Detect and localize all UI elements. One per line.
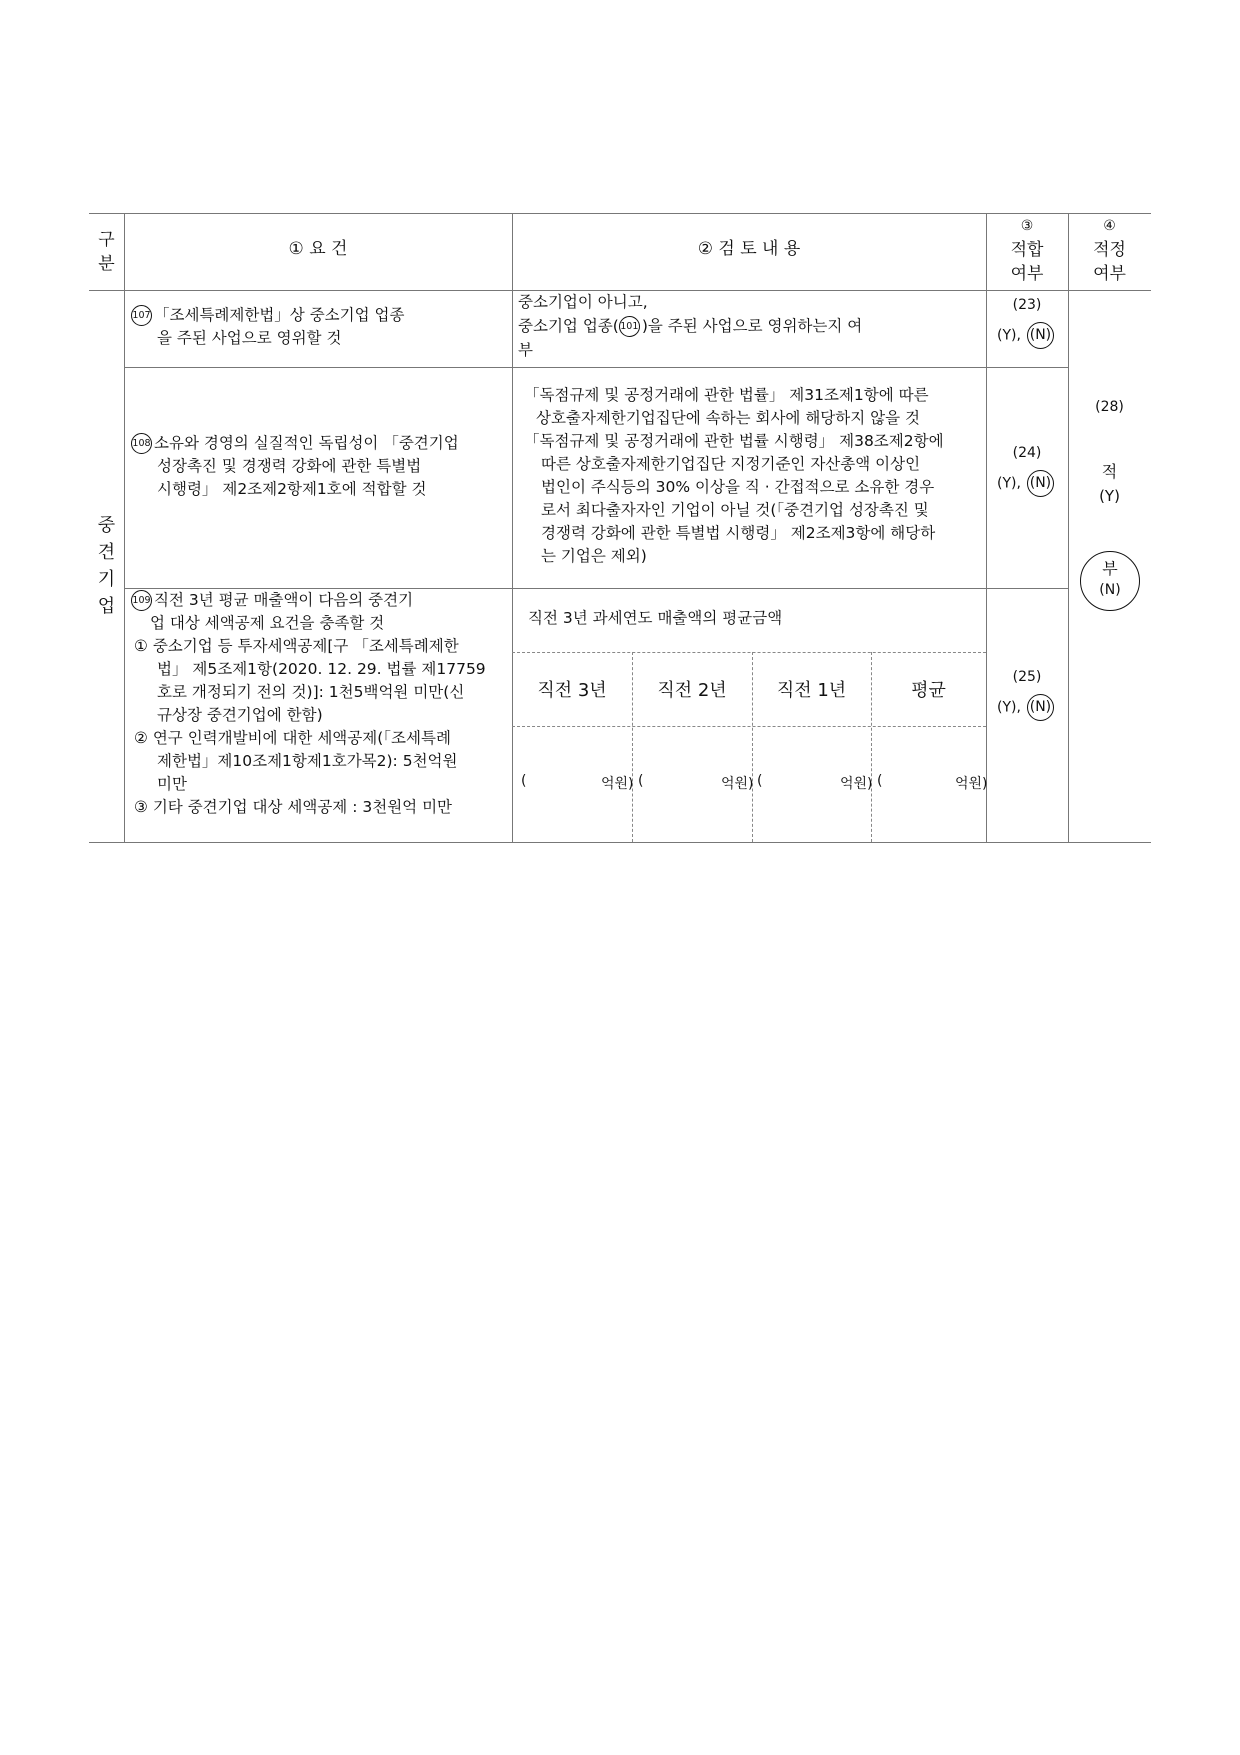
row-108-requirement — [131, 432, 459, 455]
appropriateness-no-code: (N) — [1099, 582, 1121, 598]
row-109-requirement — [131, 589, 413, 612]
row-108-fit-code: (24) — [1012, 445, 1042, 461]
col-divider-1 — [124, 213, 125, 842]
revenue-col-header-3y: 직전 3년 — [537, 680, 607, 701]
row-108-review-line-5: 법인이 주식등의 30% 이상을 직 · 간접적으로 소유한 경우 — [541, 478, 935, 496]
row-108-req-line-3: 시행령」 제2조제2항제1호에 적합할 것 — [157, 480, 427, 498]
revenue-1y-value-unit: 억원) — [840, 776, 873, 792]
header-review: ② 검 토 내 용 — [697, 239, 801, 259]
row-107-bottom-border — [124, 367, 1068, 368]
row-109-sub-2-line-2: 제한법」제10조제1항제1호가목2): 5천억원 — [157, 752, 458, 770]
row-108-review-line-2: 상호출자제한기업집단에 속하는 회사에 해당하지 않을 것 — [536, 409, 920, 427]
row-107-review-line-3: 부 — [518, 341, 533, 359]
revenue-1y-value-open: ( — [757, 773, 763, 789]
row-109-fit-no-selected: (N) — [1027, 694, 1054, 721]
row-109-req-line-2: 업 대상 세액공제 요건을 충족할 것 — [150, 614, 385, 632]
row-107-review-line-1: 중소기업이 아니고, — [518, 293, 648, 311]
revenue-3y-value-unit: 억원) — [601, 776, 634, 792]
row-109-sub-1-line-4: 규상장 중견기업에 한함) — [157, 706, 323, 724]
appropriateness-yes-label: 적 — [1101, 462, 1118, 481]
revenue-avg-value-unit: 억원) — [955, 776, 988, 792]
row-108-req-line-1: 소유와 경영의 실질적인 독립성이 「중견기업 — [154, 434, 459, 452]
row-108-review-line-7: 경쟁력 강화에 관한 특별법 시행령」 제2조제3항에 해당하 — [541, 524, 936, 542]
item-number-109: 109 — [131, 590, 152, 611]
header-appropriate-label: 적정 여부 — [1093, 240, 1126, 284]
row-109-sub-1-line-3: 호로 개정되기 전의 것)]: 1천5백억원 미만(신 — [157, 683, 465, 701]
row-109-sub-2-line-3: 미만 — [157, 775, 187, 793]
row-108-review-line-3: 「독점규제 및 공정거래에 관한 법률 시행령」 제38조제2항에 — [524, 432, 944, 450]
row-107-fit-code: (23) — [1012, 297, 1042, 313]
row-109-fit-options — [997, 694, 1054, 721]
revenue-table-title: 직전 3년 과세연도 매출액의 평균금액 — [528, 609, 783, 627]
revenue-col-header-1y: 직전 1년 — [776, 680, 847, 701]
appropriateness-no-label: 부 — [1102, 559, 1118, 578]
row-107-req-line-1: 「조세특례제한법」상 중소기업 업종 — [154, 306, 405, 324]
header-fit-number: ③ — [1020, 218, 1034, 234]
table-top-border — [89, 213, 1151, 214]
row-108-req-line-2: 성장촉진 및 경쟁력 강화에 관한 특별법 — [157, 457, 422, 475]
row-108-review-line-8: 는 기업은 제외) — [541, 547, 647, 565]
appropriateness-code: (28) — [1095, 399, 1124, 415]
revenue-table-top — [512, 652, 986, 653]
row-109-sub-2-line-1: ② 연구 인력개발비에 대한 세액공제(「조세특례 — [134, 729, 451, 747]
item-number-107: 107 — [131, 305, 152, 326]
revenue-col-header-2y: 직전 2년 — [657, 680, 727, 701]
reference-number-101: 101 — [619, 316, 640, 337]
row-109-sub-1-line-2: 법」 제5조제1항(2020. 12. 29. 법률 제17759 — [157, 660, 486, 678]
row-108-review-line-1: 「독점규제 및 공정거래에 관한 법률」 제31조제1항에 따른 — [524, 386, 929, 404]
row-107-review-prefix: 중소기업 업종( — [518, 317, 619, 335]
revenue-3y-value-open: ( — [521, 773, 527, 789]
row-109-req-line-1: 직전 3년 평균 매출액이 다음의 중견기 — [154, 591, 414, 609]
col-divider-2 — [512, 213, 513, 842]
row-107-requirement — [131, 304, 404, 327]
header-requirement: ① 요 건 — [288, 239, 348, 259]
revenue-avg-value-open: ( — [877, 773, 883, 789]
row-108-review-line-6: 로서 최다출자자인 기업이 아닐 것(「중견기업 성장촉진 및 — [541, 501, 929, 519]
header-appropriate-number: ④ — [1103, 218, 1116, 234]
row-107-fit-yes: (Y), — [997, 327, 1021, 344]
revenue-col-header-avg: 평균 — [911, 680, 946, 701]
col-divider-4 — [1068, 213, 1069, 842]
category-label: 중 견 기 업 — [97, 515, 116, 617]
table-bottom-border — [89, 842, 1151, 843]
row-109-fit-yes: (Y), — [997, 699, 1021, 716]
row-108-fit-yes: (Y), — [997, 475, 1021, 492]
appropriateness-yes-code: (Y) — [1099, 487, 1120, 505]
appropriateness-no-selected — [1080, 551, 1140, 611]
revenue-table-mid — [512, 726, 986, 727]
row-107-review-line-2 — [518, 315, 862, 338]
row-109-sub-3-line-1: ③ 기타 중견기업 대상 세액공제 : 3천원억 미만 — [134, 798, 453, 816]
row-109-sub-1-line-1: ① 중소기업 등 투자세액공제[구 「조세특례제한 — [134, 637, 459, 655]
row-107-req-line-2: 을 주된 사업으로 영위할 것 — [157, 329, 342, 347]
row-109-fit-code: (25) — [1012, 669, 1042, 685]
header-fit-label: 적합 여부 — [1010, 240, 1044, 284]
row-107-fit-options — [997, 322, 1054, 349]
row-108-fit-no-selected: (N) — [1027, 470, 1054, 497]
row-108-review-line-4: 따른 상호출자제한기업집단 지정기준인 자산총액 이상인 — [541, 455, 921, 473]
row-108-fit-options — [997, 470, 1054, 497]
header-gubun: 구 분 — [98, 230, 115, 274]
revenue-2y-value-unit: 억원) — [721, 776, 754, 792]
row-107-fit-no-selected: (N) — [1027, 322, 1054, 349]
item-number-108: 108 — [131, 433, 152, 454]
row-107-review-suffix: )을 주된 사업으로 영위하는지 여 — [641, 317, 863, 335]
revenue-2y-value-open: ( — [638, 773, 644, 789]
